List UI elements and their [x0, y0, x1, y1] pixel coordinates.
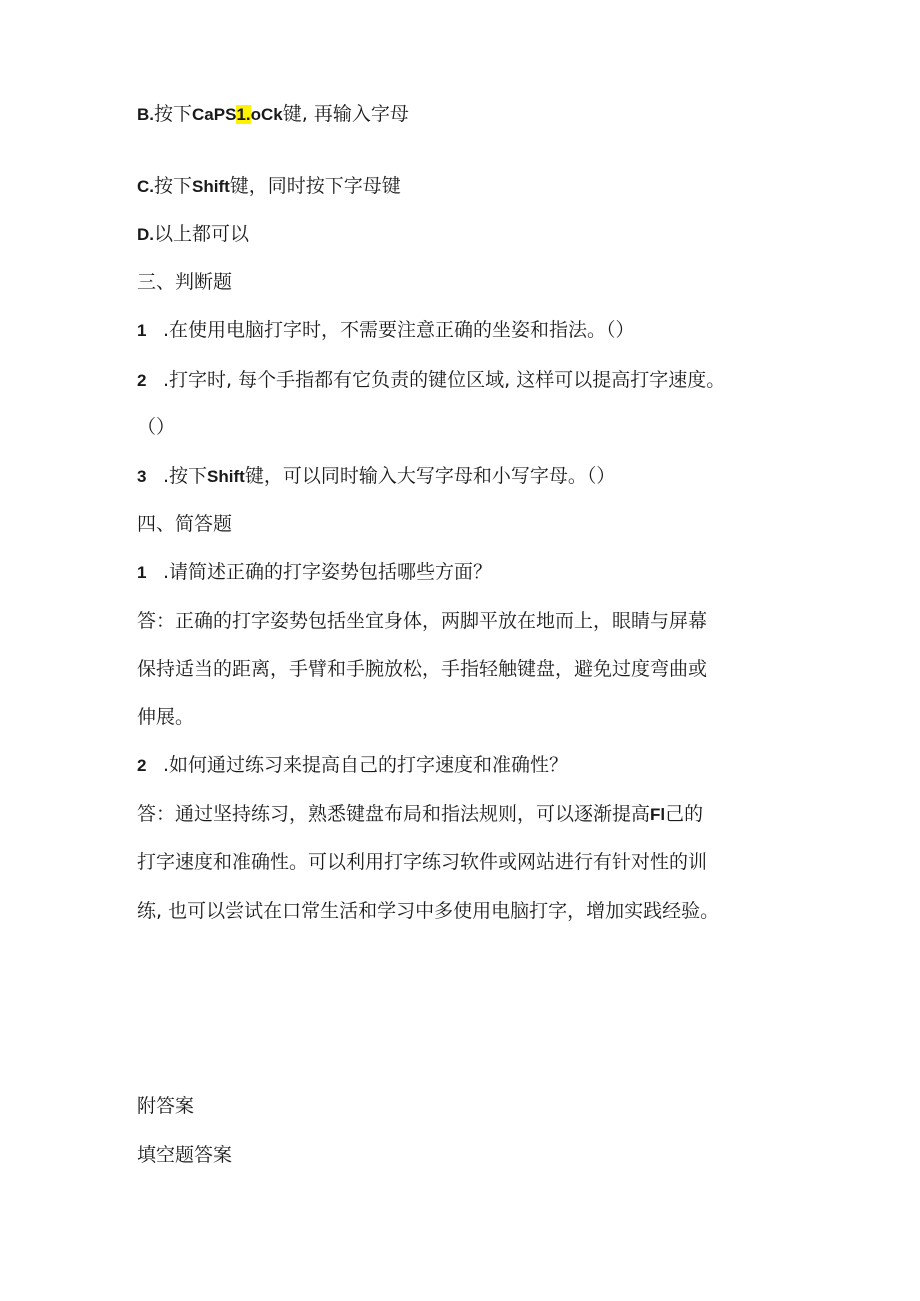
option-d: D.以上都可以 — [137, 223, 250, 245]
judge-question-3: 3 .按下Shift键，可以同时输入大写字母和小写字母。（） — [137, 465, 616, 487]
answer-1-line-3: 伸展。 — [137, 706, 195, 728]
appendix-title: 附答案 — [137, 1095, 195, 1117]
judge-question-2: 2 .打字时, 每个手指都有它负责的键位区域, 这样可以提高打字速度。 — [137, 369, 726, 391]
section-3-title: 三、判断题 — [137, 271, 233, 293]
highlight-mark: 1. — [236, 105, 251, 124]
answer-1-line-1: 答：正确的打字姿势包括坐宜身体，两脚平放在地而上，眼睛与屏幕 — [137, 610, 708, 632]
section-4-title: 四、简答题 — [137, 513, 233, 535]
answer-2-line-2: 打字速度和准确性。可以利用打字练习软件或网站进行有针对性的训 — [137, 851, 708, 873]
judge-question-1: 1 .在使用电脑打字时，不需要注意正确的坐姿和指法。（） — [137, 319, 635, 341]
judge-question-2-paren: （） — [137, 416, 176, 438]
appendix-subtitle: 填空题答案 — [137, 1144, 233, 1166]
short-question-1: 1 .请简述正确的打字姿势包括哪些方面？ — [137, 561, 493, 583]
answer-2-line-1: 答：通过坚持练习，熟悉键盘布局和指法规则，可以逐渐提高Fl己的 — [137, 803, 704, 825]
answer-1-line-2: 保持适当的距离，手臂和手腕放松，手指轻触键盘，避免过度弯曲或 — [137, 658, 708, 680]
answer-2-line-3: 练, 也可以尝试在口常生活和学习中多使用电脑打字，增加实践经验。 — [137, 900, 720, 922]
option-b: B.按下CaPS1.oCk键, 再输入字母 — [137, 103, 409, 125]
option-c: C.按下Shift键，同时按下字母键 — [137, 175, 401, 197]
short-question-2: 2 .如何通过练习来提高自己的打字速度和准确性？ — [137, 754, 569, 776]
